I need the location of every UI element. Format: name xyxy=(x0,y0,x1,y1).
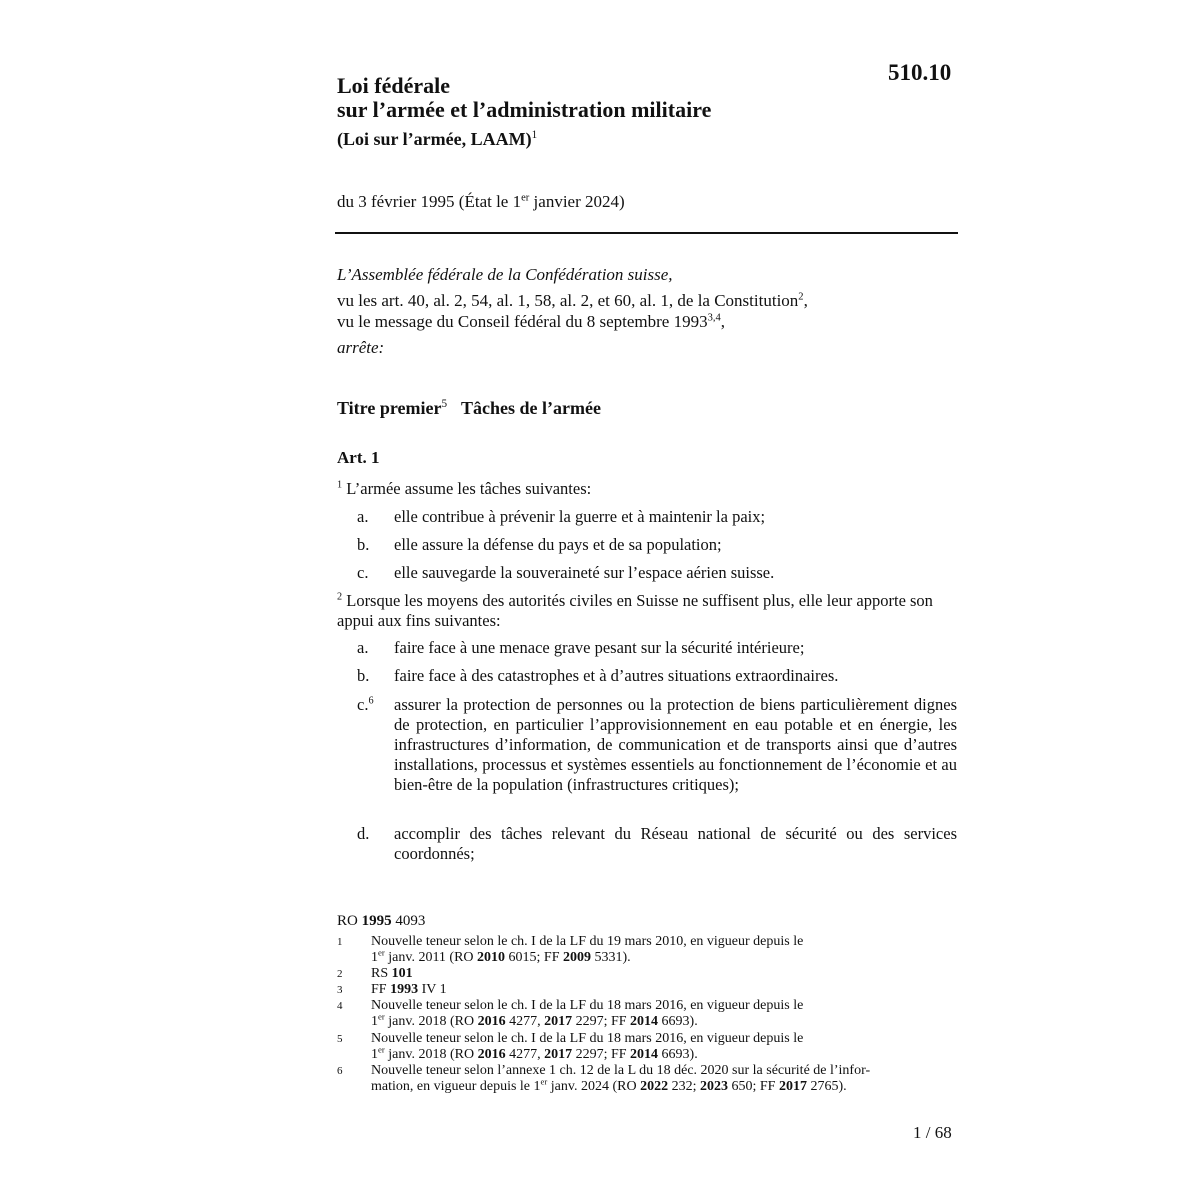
footnote-run: janv. 2024 (RO xyxy=(547,1079,641,1094)
list-item xyxy=(357,507,957,527)
footnote-number: 2 xyxy=(337,968,343,980)
law-date-after: janvier 2024) xyxy=(529,192,625,211)
footnote-run: 2023 xyxy=(699,1079,728,1094)
footnote-run: 2017 xyxy=(544,1047,573,1062)
paragraph-1-number: 1 xyxy=(337,479,343,491)
footnote-run: Nouvelle teneur selon le ch. I de la LF du 18 mars 2016, en vigueur depuis le xyxy=(371,998,804,1013)
footnote-run: 101 xyxy=(391,966,413,981)
footnote-run: 2017 xyxy=(544,1014,573,1029)
footnote-run: Nouvelle teneur selon l’annexe 1 ch. 12 de la L du 18 déc. 2020 sur la sécurité de l’infor- xyxy=(371,1063,871,1078)
list-item-label: b. xyxy=(357,535,370,554)
list-item-label: d. xyxy=(357,824,370,843)
preamble-line2-text: vu le message du Conseil fédéral du 8 septembre 1993 xyxy=(337,312,708,331)
list-item xyxy=(357,666,957,686)
footnote-run: 2010 xyxy=(477,950,506,965)
footnote-item xyxy=(337,998,937,1030)
footnote-number: 6 xyxy=(337,1065,343,1077)
footnote-run: 1 xyxy=(371,1014,378,1029)
footnote-run: er xyxy=(540,1076,548,1087)
footnote-run: 6015; FF xyxy=(505,950,564,965)
footnote-run: 2765). xyxy=(806,1079,847,1094)
preamble-assembly: L’Assemblée fédérale de la Confédération suisse, xyxy=(337,265,673,284)
paragraph-1-text: L’armée assume les tâches suivantes: xyxy=(342,479,592,498)
footnote-run: 2014 xyxy=(630,1047,659,1062)
list-item-text: elle sauvegarde la souveraineté sur l’espace aérien suisse. xyxy=(394,563,775,582)
footnote-ref-2[interactable]: 2 xyxy=(798,291,804,303)
footnote-run: 6693). xyxy=(658,1047,698,1062)
footnote-item xyxy=(337,934,937,966)
footnote-run: 6693). xyxy=(658,1014,698,1029)
list-item-label: b. xyxy=(357,666,370,685)
footnote-run: mation, en vigueur depuis le 1 xyxy=(371,1079,541,1094)
footnote-run: FF xyxy=(371,982,391,997)
list-item-letter: c. xyxy=(357,695,369,714)
article-heading: Art. 1 xyxy=(337,448,380,467)
list-item-label: c. xyxy=(357,563,369,582)
footnote-run: er xyxy=(378,1044,385,1055)
section-heading: Tâches de l’armée xyxy=(461,398,602,418)
footnote-item xyxy=(337,966,937,982)
footnote-line xyxy=(371,1011,937,1030)
footnote-run: RS xyxy=(371,966,392,981)
list-item-text: elle contribue à prévenir la guerre et à maintenir la paix; xyxy=(394,507,766,526)
footnote-run: er xyxy=(378,947,385,958)
ro-page: 4093 xyxy=(391,913,426,929)
footnote-line xyxy=(371,1076,937,1095)
footnote-run: 232; xyxy=(668,1079,700,1094)
footnote-text xyxy=(371,1031,937,1063)
list-item-text: accomplir des tâches relevant du Réseau national de sécurité ou des services coordonnés; xyxy=(394,824,957,863)
footnote-ro-reference xyxy=(337,913,425,930)
footnote-run: Nouvelle teneur selon le ch. I de la LF du 19 mars 2010, en vigueur depuis le xyxy=(371,934,804,949)
footnote-ref-5[interactable]: 5 xyxy=(441,398,448,410)
list-item-text: elle assure la défense du pays et de sa population; xyxy=(394,535,722,554)
section-title xyxy=(337,398,601,419)
footnote-number: 4 xyxy=(337,1000,343,1012)
footnote-run: Nouvelle teneur selon le ch. I de la LF du 18 mars 2016, en vigueur depuis le xyxy=(371,1031,804,1046)
preamble-line1 xyxy=(337,290,808,311)
footnote-item xyxy=(337,1063,937,1095)
footnote-run: 2017 xyxy=(778,1079,807,1094)
footnote-run: 650; FF xyxy=(727,1079,779,1094)
footnote-run: 2014 xyxy=(630,1014,659,1029)
list-item xyxy=(357,695,957,795)
paragraph-2 xyxy=(337,591,957,631)
list-item-label xyxy=(357,695,374,715)
section-title-label: Titre premier xyxy=(337,398,442,418)
footnote-line xyxy=(371,998,937,1014)
law-date-before: du 3 février 1995 (État le 1 xyxy=(337,192,522,211)
footnote-line xyxy=(371,934,937,950)
paragraph-1 xyxy=(337,479,957,499)
footnote-item xyxy=(337,1031,937,1063)
footnote-number: 3 xyxy=(337,984,343,996)
footnote-line xyxy=(371,1063,937,1079)
law-date xyxy=(337,192,625,212)
preamble-line1-end: , xyxy=(803,291,808,310)
footnote-run: janv. 2018 (RO xyxy=(384,1014,478,1029)
list-item-label: a. xyxy=(357,507,369,526)
list-item-text: faire face à une menace grave pesant sur la sécurité intérieure; xyxy=(394,638,805,657)
footnote-line xyxy=(371,1044,937,1063)
footnote-ref-1[interactable]: 1 xyxy=(531,129,538,141)
footnote-run: 1 xyxy=(371,1047,378,1062)
short-title xyxy=(337,129,537,150)
footnote-ref-6[interactable]: 6 xyxy=(368,695,374,707)
footnote-line xyxy=(371,947,937,966)
list-item-text: faire face à des catastrophes et à d’autres situations extraordinaires. xyxy=(394,666,839,685)
footnote-line xyxy=(371,982,937,998)
preamble-line2-end: , xyxy=(720,312,726,331)
footnote-line xyxy=(371,1031,937,1047)
page-number: 1 / 68 xyxy=(913,1123,952,1142)
footnote-number: 5 xyxy=(337,1033,343,1045)
footnote-text xyxy=(371,998,937,1030)
list-item xyxy=(357,535,957,555)
footnote-text xyxy=(371,982,937,998)
ro-year: 1995 xyxy=(361,913,392,929)
footnote-run: janv. 2018 (RO xyxy=(384,1047,478,1062)
footnote-run: 2297; FF xyxy=(572,1047,631,1062)
footnote-line xyxy=(371,966,937,982)
footnote-run: er xyxy=(378,1011,385,1022)
short-title-text: (Loi sur l’armée, LAAM) xyxy=(337,129,532,149)
header-divider xyxy=(335,232,958,234)
law-title-line1: Loi fédérale xyxy=(337,73,451,98)
footnote-run: 2297; FF xyxy=(572,1014,631,1029)
law-date-sup: er xyxy=(521,192,530,204)
footnote-item xyxy=(337,982,937,998)
preamble-line1-text: vu les art. 40, al. 2, 54, al. 1, 58, al. 2, et 60, al. 1, de la Constitution xyxy=(337,291,799,310)
footnote-run: 2009 xyxy=(563,950,592,965)
footnote-number: 1 xyxy=(337,936,343,948)
footnote-run: 1 xyxy=(371,950,378,965)
footnote-run: 2016 xyxy=(477,1014,506,1029)
footnote-run: janv. 2011 (RO xyxy=(384,950,478,965)
ro-prefix: RO xyxy=(337,913,362,929)
list-item xyxy=(357,638,957,658)
footnote-run: 2022 xyxy=(640,1079,669,1094)
law-title-line2: sur l’armée et l’administration militaire xyxy=(337,97,712,122)
list-item-label: a. xyxy=(357,638,369,657)
paragraph-2-number: 2 xyxy=(337,591,343,603)
footnote-text xyxy=(371,966,937,982)
list-item-text: assurer la protection de personnes ou la protection de biens particulièrement dignes de protection, en particulier l’approvisionnement en eau potable et en énergie, les infrastructures d’information, de communication et de transports ainsi que d’autres installations, processus et systèmes essentiels au fonctionnement de l’économie et au bien-être de la population (infrastructures critiques); xyxy=(394,695,957,794)
footnote-text xyxy=(371,1063,937,1095)
footnote-run: IV 1 xyxy=(418,982,447,997)
footnote-run: 5331). xyxy=(591,950,631,965)
footnote-text xyxy=(371,934,937,966)
preamble-decree: arrête: xyxy=(337,338,385,357)
paragraph-2-text: Lorsque les moyens des autorités civiles en Suisse ne suffisent plus, elle leur apporte son appui aux fins suivantes: xyxy=(337,591,933,630)
sr-number: 510.10 xyxy=(888,60,952,85)
list-item xyxy=(357,824,957,864)
footnote-run: 4277, xyxy=(505,1047,545,1062)
list-item xyxy=(357,563,957,583)
footnote-run: 1993 xyxy=(390,982,419,997)
footnote-ref-3-4[interactable]: 3,4 xyxy=(707,312,721,324)
footnote-run: 2016 xyxy=(477,1047,506,1062)
preamble-line2 xyxy=(337,311,725,332)
footnote-run: 4277, xyxy=(505,1014,545,1029)
